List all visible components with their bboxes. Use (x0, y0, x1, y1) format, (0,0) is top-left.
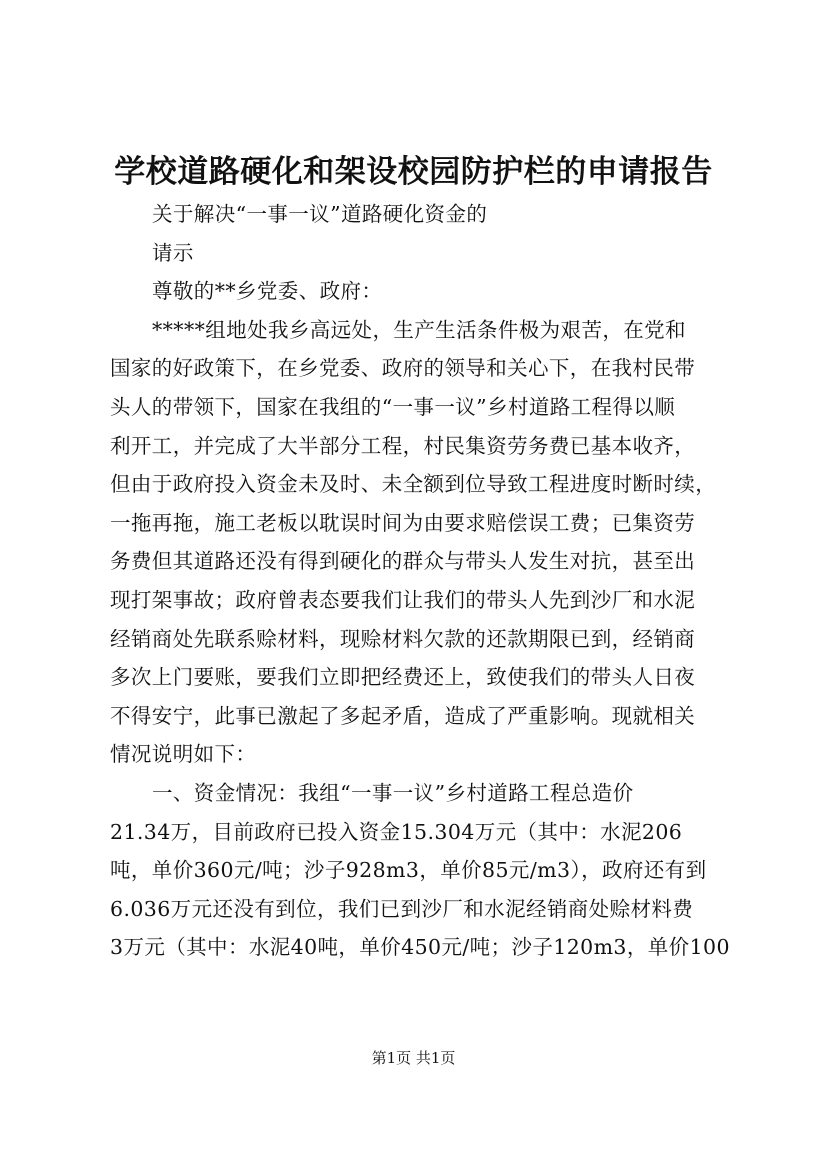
body-line: 吨，单价360元/吨；沙子928m3，单价85元/m3），政府还有到 (110, 858, 707, 883)
body-line: 但由于政府投入资金未及时、未全额到位导致工程进度时断时续， (110, 472, 717, 497)
body-line: 一拖再拖，施工老板以耽误时间为由要求赔偿误工费；已集资劳 (110, 510, 696, 535)
page-footer: 第1页 共1页 (371, 1049, 456, 1067)
body-line: 多次上门要账，要我们立即把经费还上，致使我们的带头人日夜 (110, 665, 696, 690)
body-line: 国家的好政策下，在乡党委、政府的领导和关心下，在我村民带 (110, 356, 696, 381)
body-line: 关于解决“一事一议”道路硬化资金的 (152, 202, 488, 226)
body-line: 利开工，并完成了大半部分工程，村民集资劳务费已基本收齐， (110, 433, 696, 458)
document-title: 学校道路硬化和架设校园防护栏的申请报告 (114, 154, 713, 190)
body-line: 3万元（其中：水泥40吨，单价450元/吨；沙子120m3，单价100 (110, 935, 730, 960)
body-line: 一、资金情况：我组“一事一议”乡村道路工程总造价 (152, 780, 634, 805)
body-line: 经销商处先联系赊材料，现赊材料欠款的还款期限已到，经销商 (110, 626, 696, 651)
body-line: 请示 (152, 240, 194, 265)
body-line: 6.036万元还没有到位，我们已到沙厂和水泥经销商处赊材料费 (110, 896, 694, 921)
body-line: 务费但其道路还没有得到硬化的群众与带头人发生对抗，甚至出 (110, 549, 696, 574)
body-line: *****组地处我乡高远处，生产生活条件极为艰苦，在党和 (152, 317, 686, 342)
body-line: 不得安宁，此事已激起了多起矛盾，造成了严重影响。现就相关 (110, 703, 696, 728)
document-body (110, 195, 730, 967)
body-line: 尊敬的**乡党委、政府： (152, 279, 383, 304)
body-line: 情况说明如下： (110, 742, 257, 767)
body-line: 21.34万，目前政府已投入资金15.304万元（其中：水泥206 (110, 819, 683, 844)
body-line: 头人的带领下，国家在我组的“一事一议”乡村道路工程得以顺 (110, 394, 676, 419)
body-line: 现打架事故；政府曾表态要我们让我们的带头人先到沙厂和水泥 (110, 587, 696, 612)
